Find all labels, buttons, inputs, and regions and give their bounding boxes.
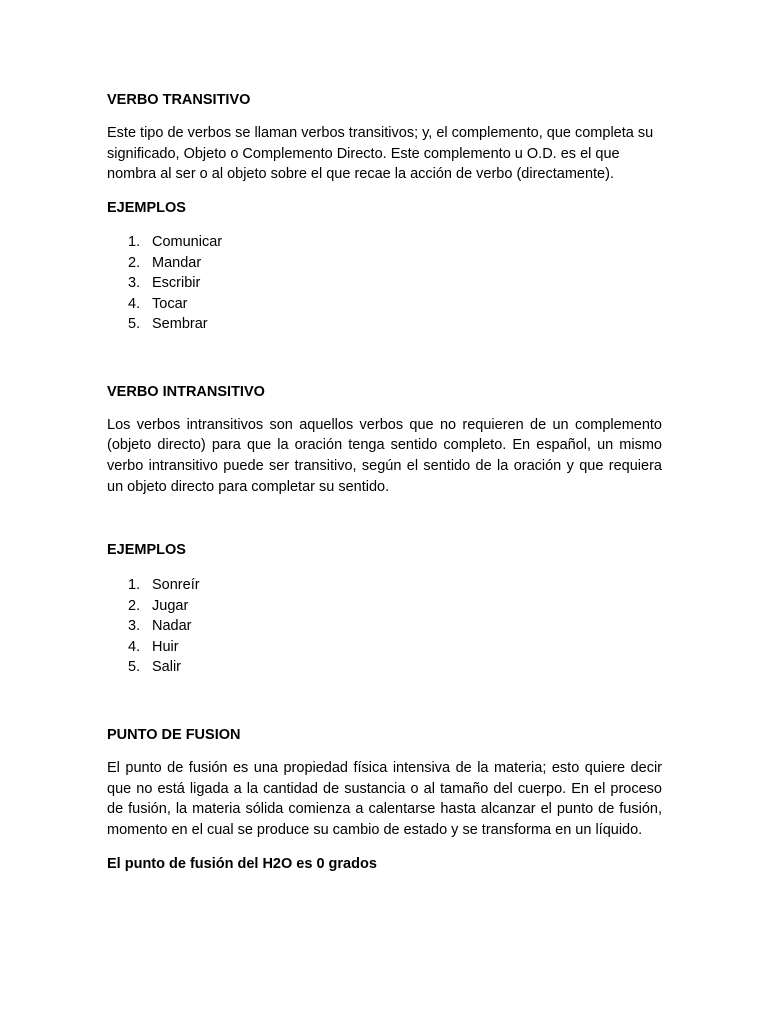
list-item xyxy=(107,314,662,335)
list-item-text: Mandar xyxy=(152,254,202,271)
list-item-text: Sonreír xyxy=(152,577,200,594)
document-page xyxy=(107,90,662,874)
list-item xyxy=(107,596,662,617)
heading-verbo-intransitivo: VERBO INTRANSITIVO xyxy=(107,383,265,400)
list-number: 3. xyxy=(128,275,141,292)
list-item xyxy=(107,232,662,253)
list-number: 4. xyxy=(128,295,141,312)
list-item-text: Huir xyxy=(152,638,179,655)
heading-ejemplos-intransitivo: EJEMPLOS xyxy=(107,542,186,559)
examples-list-intransitivo xyxy=(107,575,662,678)
paragraph-punto-de-fusion: El punto de fusión es una propiedad física intensiva de la materia; esto quiere decir que no está ligada a la cantidad de sustancia o al tamaño del cuerpo. En el proceso de fusión, la materia sólida comienza a calentarse hasta alcanzar el punto de fusión, momento en el cual se produce su cambio de estado y se transforma en un líquido. xyxy=(107,759,662,839)
list-item xyxy=(107,575,662,596)
list-item-text: Nadar xyxy=(152,618,192,635)
list-number: 2. xyxy=(128,254,141,271)
list-number: 3. xyxy=(128,618,141,635)
list-item-text: Sembrar xyxy=(152,316,208,333)
list-item-text: Escribir xyxy=(152,275,201,292)
heading-punto-de-fusion: PUNTO DE FUSION xyxy=(107,726,241,743)
list-item xyxy=(107,273,662,294)
list-item xyxy=(107,294,662,315)
list-item-text: Jugar xyxy=(152,597,189,614)
paragraph-verbo-intransitivo: Los verbos intransitivos son aquellos verbos que no requieren de un complemento (objeto directo) para que la oración tenga sentido completo. En español, un mismo verbo intransitivo puede ser transitivo, según el sentido de la oración y que requiera un objeto directo para completar su sentido. xyxy=(107,416,662,495)
conclusion-h2o: El punto de fusión del H2O es 0 grados xyxy=(107,855,377,872)
list-item-text: Tocar xyxy=(152,295,188,312)
list-item xyxy=(107,637,662,658)
list-item xyxy=(107,253,662,274)
list-number: 5. xyxy=(128,316,141,333)
heading-ejemplos-transitivo: EJEMPLOS xyxy=(107,200,186,217)
list-item-text: Comunicar xyxy=(152,234,223,251)
list-number: 1. xyxy=(128,234,141,251)
examples-list-transitivo xyxy=(107,232,662,335)
heading-verbo-transitivo: VERBO TRANSITIVO xyxy=(107,92,251,108)
list-item-text: Salir xyxy=(152,659,182,676)
list-item xyxy=(107,657,662,678)
list-number: 1. xyxy=(128,577,141,594)
list-number: 2. xyxy=(128,597,141,614)
paragraph-verbo-transitivo: Este tipo de verbos se llaman verbos transitivos; y, el complemento, que completa su significado, Objeto o Complemento Directo. Este complemento u O.D. es el que nombra al ser o al objeto sobre el que recae la acción de verbo (directamente). xyxy=(107,125,654,183)
list-item xyxy=(107,616,662,637)
list-number: 4. xyxy=(128,638,141,655)
list-number: 5. xyxy=(128,659,141,676)
